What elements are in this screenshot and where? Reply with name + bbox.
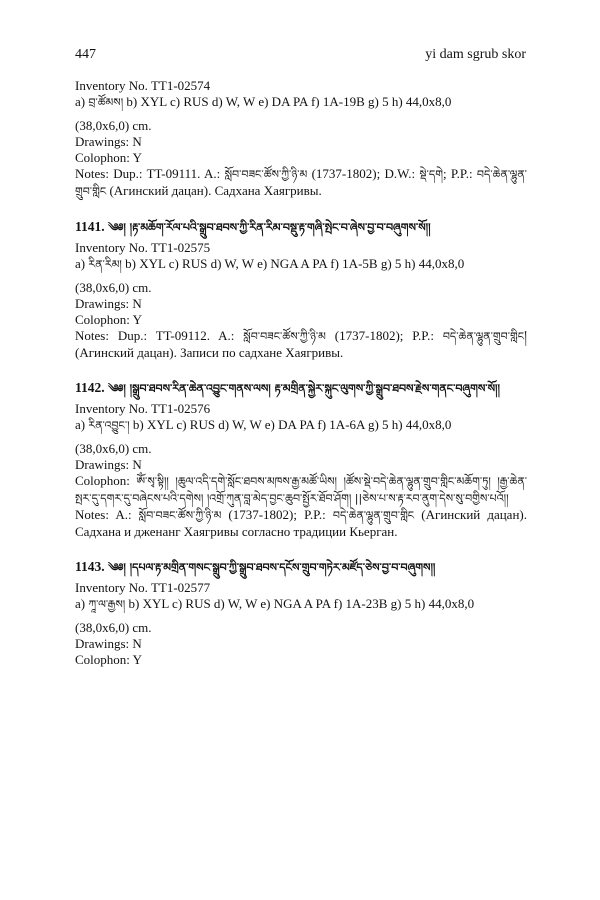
page-number: 447 <box>75 47 96 62</box>
entry-heading <box>75 217 527 238</box>
short-title-tibetan: རིན་འབྱུང་། <box>88 419 130 432</box>
catalog-entry <box>75 217 527 361</box>
colophon-field: Colophon: Y <box>75 652 143 667</box>
notes-field <box>75 507 527 540</box>
notes-text: (Агинский дацан). Садхана и дженанг Хаягривы согласно традиции Кьерган. <box>75 507 527 539</box>
colophon-field: Colophon: Y <box>75 312 143 327</box>
entry-heading <box>75 557 527 578</box>
size-cm: (38,0x6,0) cm. <box>75 118 152 133</box>
pp-tibetan: བདེ་ཆེན་ལྷུན་གྲུབ་གླིང <box>442 330 525 343</box>
entry-details <box>75 94 527 111</box>
notes-text: (1737-1802); D.W.: <box>307 166 420 181</box>
details-fields: b) XYL c) RUS d) W, W e) DA PA f) 1A-6A g) 5 h) 44,0x8,0 <box>129 417 452 432</box>
details-prefix: a) <box>75 256 89 271</box>
inventory-number: Inventory No. TT1-02575 <box>75 240 211 255</box>
notes-text: Notes: A.: <box>75 507 139 522</box>
pp-tibetan: བདེ་ཆེན་ལྷུན་གྲུབ་གླིང <box>75 168 527 198</box>
inventory-number: Inventory No. TT1-02576 <box>75 401 211 416</box>
catalog-entry <box>75 78 527 200</box>
running-title: yi dam sgrub skor <box>425 47 526 62</box>
author-tibetan: སློབ་བཟང་ཚོས་ཀྱི་ཉི་མ <box>138 509 222 522</box>
dw-tibetan: སྡེ་དགེ <box>419 168 443 181</box>
colophon-field <box>75 473 527 507</box>
notes-text: Notes: Dup.: TT-09112. A.: <box>75 328 244 343</box>
drawings-field: Drawings: N <box>75 457 142 472</box>
notes-text: (Агинский дацан). Садхана Хаягривы. <box>106 183 322 198</box>
details-fields: b) XYL c) RUS d) W, W e) NGA A PA f) 1A-23B g) 5 h) 44,0x8,0 <box>125 596 475 611</box>
colophon-field: Colophon: Y <box>75 150 143 165</box>
pp-tibetan: བདེ་ཆེན་ལྷུན་གྲུབ་གླིང <box>332 509 415 522</box>
catalog-entry <box>75 378 527 540</box>
details-prefix: a) <box>75 417 89 432</box>
entry-heading <box>75 378 527 399</box>
details-prefix: a) <box>75 596 89 611</box>
size-cm: (38,0x6,0) cm. <box>75 441 152 456</box>
entry-title-tibetan: ༄༅། །རྟ་མཆོག་རོལ་པའི་སྒྲུབ་ཐབས་ཀྱི་རིན་རིམ་བསྡུ་རྟ་གཞི་སྤེང་བ་ཞེས་བྱ་བ་བཞུགས་སོ།། <box>108 221 431 234</box>
short-title-tibetan: རིན་རིམ། <box>88 258 122 271</box>
entry-details <box>75 417 527 434</box>
size-cm: (38,0x6,0) cm. <box>75 620 152 635</box>
notes-text: Notes: Dup.: TT-09111. A.: <box>75 166 225 181</box>
notes-field <box>75 166 527 200</box>
entry-number: 1143. <box>75 559 105 574</box>
entry-title-tibetan: ༄༅། །དཔལ་རྟ་མགྲིན་གསང་སྒྲུབ་ཀྱི་སྒྲུབ་ཐབས་དངོས་གྲུབ་གཏེར་མཛོད་ཅེས་བྱ་བ་བཞུགས།། <box>108 561 436 574</box>
entry-title-tibetan: ༄༅། །སྒྲུབ་ཐབས་རིན་ཆེན་འབྱུང་གནས་ལས། རྟ་མགྲིན་སྐྱེར་སྐུང་ལུགས་ཀྱི་སྒྲུབ་ཐབས་རྗེས་གནང་བཞུགས་སོ།། <box>108 382 500 395</box>
entry-details <box>75 256 527 273</box>
author-tibetan: སློབ་བཟང་ཚོས་ཀྱི་ཉི་མ <box>243 330 326 343</box>
notes-field <box>75 328 527 361</box>
notes-text: ; P.P.: <box>442 166 477 181</box>
details-prefix: a) <box>75 94 89 109</box>
notes-text: (1737-1802); P.P.: <box>221 507 333 522</box>
drawings-field: Drawings: N <box>75 636 142 651</box>
inventory-number: Inventory No. TT1-02574 <box>75 78 211 93</box>
drawings-field: Drawings: N <box>75 296 142 311</box>
size-cm: (38,0x6,0) cm. <box>75 280 152 295</box>
notes-text: (1737-1802); P.P.: <box>325 328 443 343</box>
entry-number: 1142. <box>75 380 105 395</box>
author-tibetan: སློབ་བཟང་ཚོས་ཀྱི་ཉི་མ <box>224 168 308 181</box>
colophon-tibetan: ཨོཾ་སྭ་སྟི།། །ཆུལ་འདི་དགེ་སློང་ཐབས་མཁས་རྒྱ་མཚོ་ཡིས། །ཚོས་སྡེ་བདེ་ཆེན་ལྷུན་གྲུབ་གླིང་མཆོག་ཏུ། །རྒྱ་ཆེན་སྤར་དུ་དགར་དུ་བཞེངས་པའི་དགེས། །འགྲོ་ཀུན་བླ་མེད་བྱང་ཆུབ་སྤྱོར་ཐོབ་ཤོག། ||ཅེས་པ་ས་རྟ་རབ་ནུག་དེས་སུ་བགྱིས་པའོ།། <box>75 475 528 505</box>
short-title-tibetan: ཀཱ་ལ་རྒྱས། <box>88 598 126 611</box>
short-title-tibetan: བྲ་ཚོམས། <box>88 96 124 109</box>
details-fields: b) XYL c) RUS d) W, W e) NGA A PA f) 1A-5B g) 5 h) 44,0x8,0 <box>121 256 465 271</box>
notes-text: ། (Агинский дацан). Записи по садхане Хаягривы. <box>75 328 527 360</box>
entry-number: 1141. <box>75 219 105 234</box>
details-fields: b) XYL c) RUS d) W, W e) DA PA f) 1A-19B g) 5 h) 44,0x8,0 <box>123 94 452 109</box>
colophon-label: Colophon: <box>75 473 130 488</box>
inventory-number: Inventory No. TT1-02577 <box>75 580 211 595</box>
catalog-entry <box>75 557 527 668</box>
drawings-field: Drawings: N <box>75 134 142 149</box>
catalog-content <box>75 78 527 685</box>
entry-details <box>75 596 527 613</box>
